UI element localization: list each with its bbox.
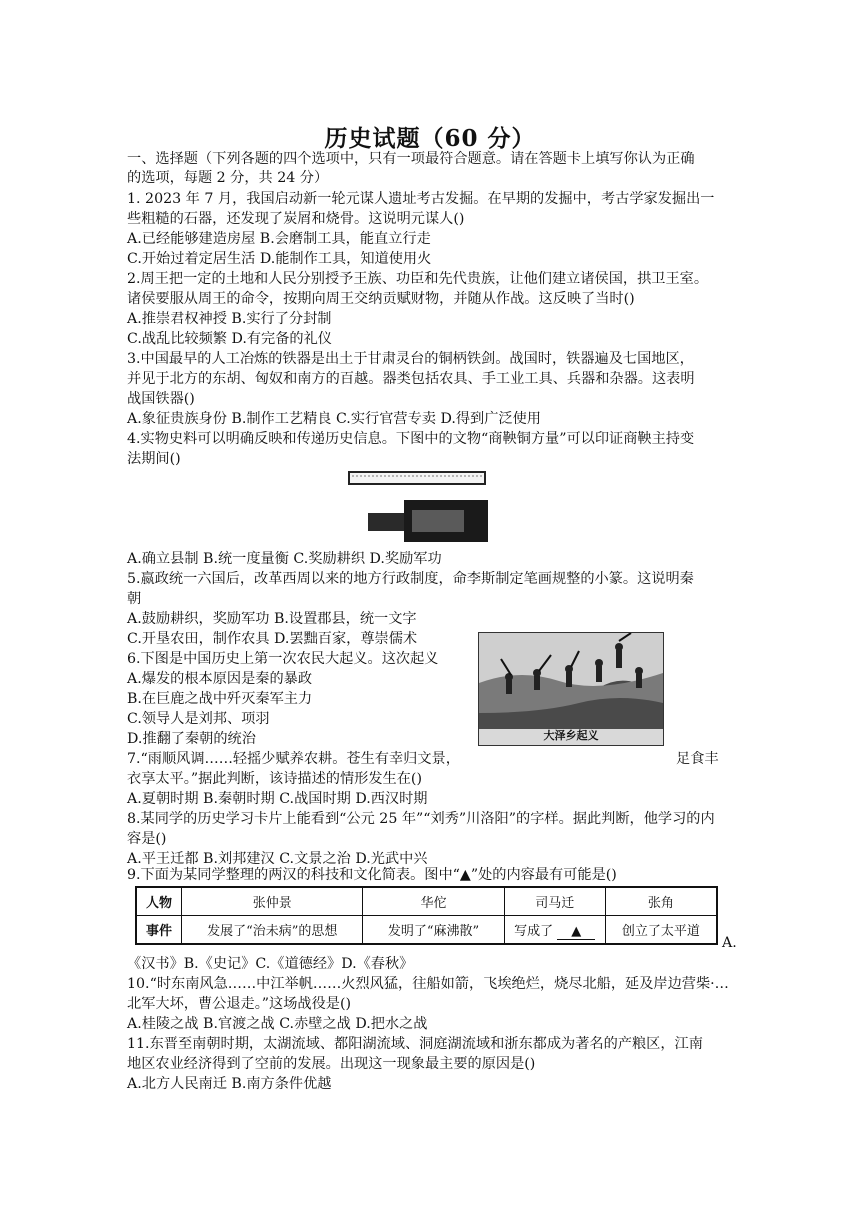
question-3-options: A.象征贵族身份 B.制作工艺精良 C.实行官营专卖 D.得到广泛使用: [127, 411, 541, 427]
question-7-cont: 衣享太平。”据此判断，该诗描述的情形发生在(): [127, 771, 422, 787]
table-cell: 创立了太平道: [605, 916, 717, 945]
table-cell: 发明了“麻沸散”: [363, 916, 504, 945]
question-2-cont: 诸侯要服从周王的命令，按期向周王交纳贡赋财物，并随从作战。这反映了当时(): [127, 291, 635, 307]
question-6-option-b: B.在巨鹿之战中歼灭秦军主力: [127, 691, 313, 707]
question-3: 3.中国最早的人工冶炼的铁器是出土于甘肃灵台的铜柄铁剑。战国时，铁器遍及七国地区，: [127, 351, 694, 367]
section-heading: 一、选择题（下列各题的四个选项中，只有一项最符合题意。请在答题卡上填写你认为正确: [127, 151, 695, 167]
question-8: 8.某同学的历史学习卡片上能看到“公元 25 年”“刘秀”川洛阳”的字样。据此判断，他学习的内: [127, 811, 715, 827]
table-cell: 张角: [605, 887, 717, 916]
han-science-culture-table: [135, 886, 718, 945]
question-3-cont: 并见于北方的东胡、匈奴和南方的百越。器类包括农具、手工业工具、兵器和杂器。这表明: [127, 371, 695, 387]
section-heading-cont: 的选项，每题 2 分，共 24 分）: [127, 170, 329, 186]
page-title: 历史试题（60 分）: [324, 125, 536, 152]
question-4-cont: 法期间(): [127, 451, 181, 467]
bronze-measure-image: [368, 498, 488, 544]
question-1-cont: 些粗糙的石器，还发现了炭屑和烧骨。这说明元谋人(): [127, 211, 465, 227]
image-caption: 大泽乡起义: [543, 729, 599, 742]
question-3-cont2: 战国铁器(): [127, 391, 195, 407]
question-9-option-a-label: A.: [722, 935, 737, 951]
table-cell: 人物: [136, 887, 182, 916]
question-1-options-cd: C.开始过着定居生活 D.能制作工具，知道使用火: [127, 251, 432, 267]
question-2: 2.周王把一定的土地和人民分别授予王族、功臣和先代贵族，让他们建立诸侯国，拱卫王室。: [127, 271, 709, 287]
table-cell-blank: [504, 916, 605, 945]
question-5-options-ab: A.鼓励耕织，奖励军功 B.设置郡县，统一文字: [127, 611, 417, 627]
question-1-options-ab: A.已经能够建造房屋 B.会磨制工具，能直立行走: [127, 231, 431, 247]
question-5-cont: 朝: [127, 591, 142, 607]
bronze-measure-handle-image: [348, 470, 486, 486]
question-2-options-cd: C.战乱比较频繁 D.有完备的礼仪: [127, 331, 332, 347]
table-cell-text: 写成了: [514, 923, 554, 939]
question-7: 7.“雨顺风调……轻摇少赋养农耕。苍生有幸归文景，: [127, 751, 460, 767]
table-cell: 事件: [136, 916, 182, 945]
question-6-option-d: D.推翻了秦朝的统治: [127, 731, 256, 747]
question-4: 4.实物史料可以明确反映和传递历史信息。下图中的文物“商鞅铜方量”可以印证商鞅主持变: [127, 431, 695, 447]
question-7-tail: 足食丰: [676, 751, 719, 767]
question-10-cont: 北军大坏，曹公退走。”这场战役是(): [127, 996, 352, 1012]
table-cell: 发展了“治未病”的思想: [182, 916, 363, 945]
table-cell: 司马迁: [504, 887, 605, 916]
question-5: 5.嬴政统一六国后，改革西周以来的地方行政制度，命李斯制定笔画规整的小篆。这说明秦: [127, 571, 694, 587]
question-11-options-ab: A.北方人民南迁 B.南方条件优越: [127, 1076, 332, 1092]
question-7-options: A.夏朝时期 B.秦朝时期 C.战国时期 D.西汉时期: [127, 791, 428, 807]
question-6-option-a: A.爆发的根本原因是秦的暴政: [127, 671, 313, 687]
table-cell: 张仲景: [182, 887, 363, 916]
question-4-options: A.确立县制 B.统一度量衡 C.奖励耕织 D.奖励军功: [127, 551, 442, 567]
question-5-options-cd: C.开垦农田，制作农具 D.罢黜百家，尊崇儒术: [127, 631, 418, 647]
question-9-options: 《汉书》B.《史记》C.《道德经》D.《春秋》: [127, 956, 414, 972]
question-11-cont: 地区农业经济得到了空前的发展。出现这一现象最主要的原因是(): [127, 1056, 536, 1072]
triangle-marker-icon: ▲: [571, 923, 582, 939]
question-10: 10.“时东南风急……中江举帆……火烈风猛，往船如箭，飞埃绝烂，烧尽北船，延及岸边营柴·…: [127, 976, 729, 992]
table-row: [136, 916, 717, 945]
question-6: 6.下图是中国历史上第一次农民大起义。这次起义: [127, 651, 439, 667]
question-9: 9.下面为某同学整理的两汉的科技和文化简表。图中“▲”处的内容最有可能是(): [127, 867, 617, 883]
question-8-options: A.平王迁都 B.刘邦建汉 C.文景之治 D.光武中兴: [127, 851, 428, 867]
question-2-options-ab: A.推崇君权神授 B.实行了分封制: [127, 311, 332, 327]
table-header-row: [136, 887, 717, 916]
question-10-options: A.桂陵之战 B.官渡之战 C.赤壁之战 D.把水之战: [127, 1016, 428, 1032]
question-6-option-c: C.领导人是刘邦、项羽: [127, 711, 270, 727]
question-11: 11.东晋至南朝时期，太湖流域、都阳湖流域、洞庭湖流域和浙东都成为著名的产粮区，江南: [127, 1036, 703, 1052]
uprising-scene-drawing: [479, 633, 663, 729]
dazexiang-uprising-image: [478, 632, 664, 746]
question-8-cont: 容是(): [127, 831, 167, 847]
table-cell: 华佗: [363, 887, 504, 916]
question-1: 1. 2023 年 7 月，我国启动新一轮元谋人遗址考古发掘。在早期的发掘中，考古学家发掘出一: [127, 191, 715, 207]
